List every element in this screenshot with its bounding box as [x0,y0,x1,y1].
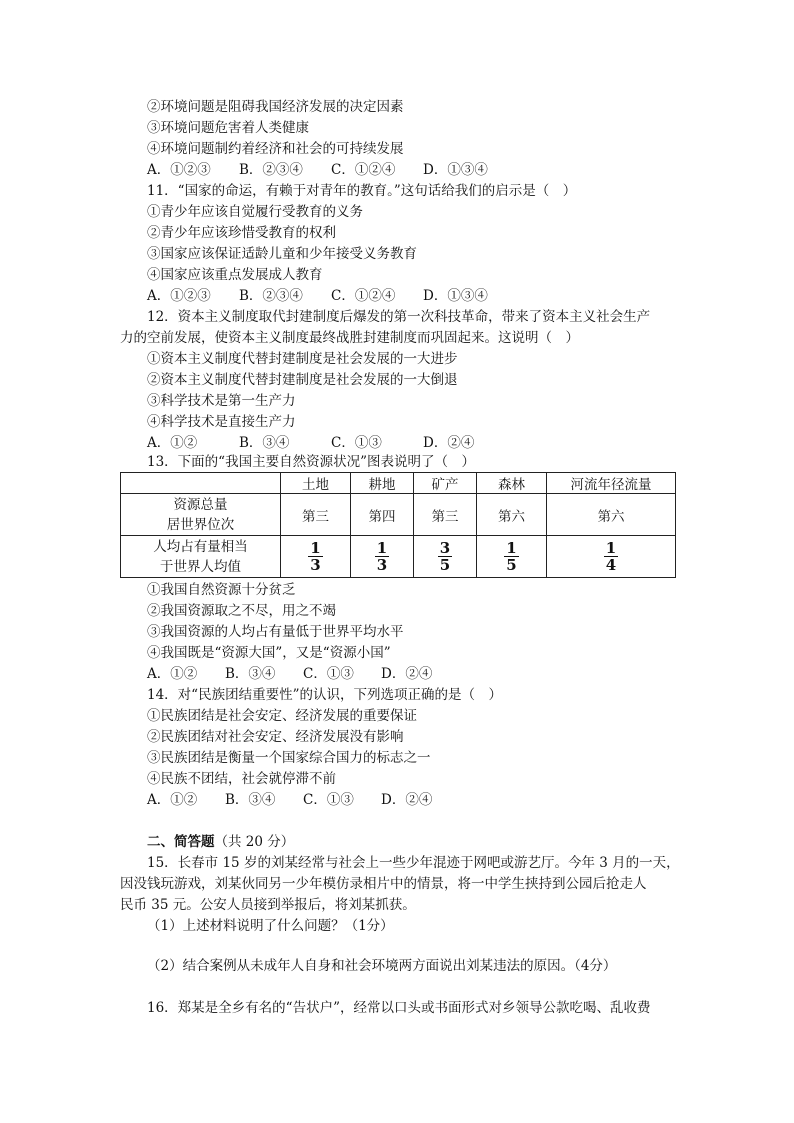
table-row-label [121,536,281,578]
q13-item-1: ①我国自然资源十分贫乏 [147,582,296,598]
table-cell [547,536,676,578]
section-score: （共 20 分） [214,834,295,850]
q13-option-a: A．①② [147,666,198,682]
q13-item-4: ④我国既是“资源大国”，又是“资源小国” [147,645,391,661]
q13-option-d: D．②④ [381,666,433,682]
fraction [308,540,322,573]
q12-item-1: ①资本主义制度代替封建制度是社会发展的一大进步 [147,351,458,367]
fraction [604,540,618,573]
table-row-label [121,494,281,536]
q15-sub1: （1）上述材料说明了什么问题？（1分） [147,918,394,934]
section-heading [147,832,294,853]
q13-stem: 13．下面的“我国主要自然资源状况”图表说明了（ ） [147,454,475,470]
q11-option-b: B．②③④ [239,288,303,304]
q11-option-d: D．①③④ [423,288,488,304]
q13-item-2: ②我国资源取之不尽，用之不竭 [147,603,336,619]
q14-option-d: D．②④ [381,792,433,808]
q15-sub2: （2）结合案例从未成年人自身和社会环境两方面说出刘某违法的原因。（4分） [147,958,617,974]
row1-label-line1: 资源总量 [173,496,228,513]
q14-stem: 14．对“民族团结重要性”的认识，下列选项正确的是（ ） [147,687,502,703]
q10-item-2: ②环境问题是阻碍我国经济发展的决定因素 [147,99,404,115]
q11-item-3: ③国家应该保证适龄儿童和少年接受义务教育 [147,246,417,262]
table-cell [281,536,351,578]
q12-item-2: ②资本主义制度代替封建制度是社会发展的一大倒退 [147,372,458,388]
table-header-farmland: 耕地 [351,473,414,494]
q12-item-3: ③科学技术是第一生产力 [147,393,296,409]
row2-label-line2: 于世界人均值 [160,558,241,575]
q14-option-b: B．③④ [225,792,276,808]
table-cell [414,536,477,578]
fraction-denominator: 4 [605,556,617,574]
table-header-forest: 森林 [477,473,547,494]
q12-item-4: ④科学技术是直接生产力 [147,414,296,430]
q10-item-4: ④环境问题制约着经济和社会的可持续发展 [147,141,404,157]
row1-label-line2: 居世界位次 [166,516,235,533]
table-cell: 第三 [414,494,477,536]
q15-line3: 民币 35 元。公安人员接到举报后，将刘某抓获。 [120,897,416,913]
q12-option-d: D．②④ [423,435,475,451]
q12-stem-line1: 12．资本主义制度取代封建制度后爆发的第一次科技革命，带来了资本主义社会生产 [147,309,651,325]
fraction-denominator: 3 [376,556,388,574]
resource-table [120,472,676,578]
row2-label-line1: 人均占有量相当 [153,538,248,555]
table-header-land: 土地 [281,473,351,494]
table-row [121,536,676,578]
q11-options [147,286,488,307]
q14-item-1: ①民族团结是社会安定、经济发展的重要保证 [147,708,417,724]
q12-options [147,433,474,454]
table-cell: 第三 [281,494,351,536]
q13-item-3: ③我国资源的人均占有量低于世界平均水平 [147,624,404,640]
q13-option-b: B．③④ [225,666,276,682]
table-header-river-runoff: 河流年径流量 [547,473,676,494]
fraction-denominator: 5 [506,556,517,574]
fraction-numerator: 1 [506,539,517,557]
q16-line1: 16．郑某是全乡有名的“告状户”，经常以口头或书面形式对乡领导公款吃喝、乱收费 [147,1000,651,1016]
q12-option-b: B．③④ [239,435,290,451]
q10-option-a: A．①②③ [147,162,211,178]
q10-item-3: ③环境问题危害着人类健康 [147,120,309,136]
q14-item-4: ④民族不团结，社会就停滞不前 [147,771,336,787]
q13-option-c: C．①③ [303,666,354,682]
fraction [438,540,452,573]
q11-item-4: ④国家应该重点发展成人教育 [147,267,323,283]
q10-option-c: C．①②④ [331,162,396,178]
q13-options [147,664,432,685]
q10-option-d: D．①③④ [423,162,488,178]
fraction-numerator: 1 [605,539,617,557]
q11-stem: 11．“国家的命运，有赖于对青年的教育。”这句话给我们的启示是（ ） [147,183,577,199]
q12-option-c: C．①③ [331,435,382,451]
q12-option-a: A．①② [147,435,198,451]
q14-item-2: ②民族团结对社会安定、经济发展没有影响 [147,729,404,745]
table-header-blank [121,473,281,494]
table-cell: 第六 [547,494,676,536]
table-cell: 第六 [477,494,547,536]
table-header-row [121,473,676,494]
q11-item-1: ①青少年应该自觉履行受教育的义务 [147,204,363,220]
table-cell: 第四 [351,494,414,536]
fraction [375,540,389,573]
table-cell [477,536,547,578]
q14-options [147,790,432,811]
q15-line2: 因没钱玩游戏，刘某伙同另一少年模仿录相片中的情景，将一中学生挟持到公园后抢走人 [120,876,647,892]
q11-item-2: ②青少年应该珍惜受教育的权利 [147,225,336,241]
fraction-numerator: 3 [439,539,451,557]
fraction-denominator: 3 [310,556,321,574]
table-header-minerals: 矿产 [414,473,477,494]
q10-options [147,160,488,181]
fraction-denominator: 5 [439,556,451,574]
q11-option-a: A．①②③ [147,288,211,304]
q14-item-3: ③民族团结是衡量一个国家综合国力的标志之一 [147,750,431,766]
q11-option-c: C．①②④ [331,288,396,304]
section-title: 二、简答题 [147,834,215,850]
fraction [504,540,518,573]
fraction-numerator: 1 [310,539,321,557]
q14-option-c: C．①③ [303,792,354,808]
table-row [121,494,676,536]
q15-line1: 15．长春市 15 岁的刘某经常与社会上一些少年混迹于网吧或游艺厅。今年 3 月的一天， [147,855,680,871]
q10-option-b: B．②③④ [239,162,303,178]
q12-stem-line2: 力的空前发展，使资本主义制度最终战胜封建制度而巩固起来。这说明（ ） [120,330,579,346]
table-cell [351,536,414,578]
q14-option-a: A．①② [147,792,198,808]
fraction-numerator: 1 [376,539,388,557]
